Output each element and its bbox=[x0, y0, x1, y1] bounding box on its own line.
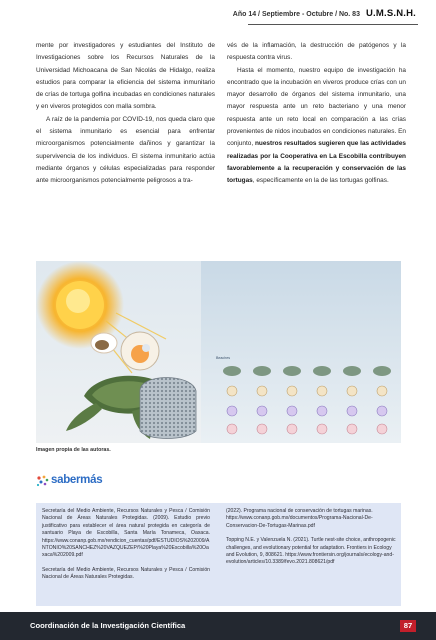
diagram-label: Beaches bbox=[216, 356, 230, 360]
nest-mesh-icon bbox=[140, 378, 196, 439]
paragraph: A raíz de la pandemia por COVID-19, nos queda claro que el sistema inmunitario es esencial para enfrentar microorganismos potencialmente dañinos y garantizar la supervivencia de los individuos. El sistema inmunitario actúa mediante órganos y células especializadas para responder ante microorganismos potencialmente peligrosos a tra- bbox=[36, 115, 215, 185]
page-number-badge: 87 bbox=[400, 620, 416, 632]
paragraph bbox=[227, 65, 406, 188]
figure-caption: Imagen propia de las autoras. bbox=[36, 447, 111, 453]
article-column-right bbox=[227, 40, 406, 188]
reference-entry: Topping N.E. y Valenzuela N. (2021). Turtle nest-site choice, anthropogenic challenges, and evolutionary potential for adaptation. Frontiers in Ecology and Evolution, 9, 808621. https://www.frontiersin.org/journals/ecology-and-evolution/articles/10.3389/fevo.2021.808621/pdf bbox=[226, 537, 396, 566]
reference-entry: (2022). Programa nacional de conservación de tortugas marinas. https://www.conanp.gob.mx/documentos/Programa-Nacional-De-Conservacion-De-Tortugas-Marinas.pdf bbox=[226, 508, 373, 529]
reference-entry: Secretaría del Medio Ambiente, Recursos Naturales y Pesca / Comisión Nacional de Áreas Naturales Protegidas. bbox=[42, 566, 210, 581]
paragraph-text: Hasta el momento, nuestro equipo de investigación ha encontrado que la incubación en viveros produce crías con un mayor desarrollo de órganos del sistema inmunitario, una mayor respuesta ante un reto bacteriano y una menor respuesta ante un reto local en comparación a las crías provenientes de nidos incubados en condiciones naturales. En conjunto, bbox=[227, 66, 406, 148]
paragraph: vés de la inflamación, la destrucción de patógenos y la respuesta contra virus. bbox=[227, 42, 406, 62]
references-box bbox=[36, 503, 401, 606]
reference-entry: Secretaría del Medio Ambiente, Recursos Naturales y Pesca / Comisión Nacional de Áreas Naturales Protegidas. (2009). Estudio previo justificativo para establecer el área natural protegida en categoría de santuario Playa de Escobilla, Santa María Tonameca, Oaxaca. https://www.conanp.gob.mx/rendicion_cuentas/pdf/ESTUDIOS%202009/ANTONIO%20SANCHEZ%20VAZQUEZEP/%20Playa%20Escobilla%20Oaxaca%202009.pdf bbox=[42, 508, 210, 559]
hatchling-icon bbox=[91, 333, 117, 353]
logo-dots-icon bbox=[36, 474, 49, 486]
header-rule bbox=[248, 24, 418, 25]
page-footer bbox=[0, 612, 436, 640]
issue-label: Año 14 / Septiembre - Octubre / No. 83 bbox=[232, 11, 360, 18]
paragraph-text: , específicamente en la de las tortugas golfinas. bbox=[252, 177, 389, 185]
egg-bubble-icon bbox=[121, 332, 159, 370]
article-column-left bbox=[36, 40, 215, 188]
logo-text: sabermás bbox=[51, 474, 103, 486]
university-label: U.M.S.N.H. bbox=[365, 8, 416, 19]
paragraph: mente por investigadores y estudiantes del Instituto de Investigaciones sobre los Recursos Naturales de la Universidad Michoacana de San Nicolás de Hidalgo, realiza estudios para comparar la eficiencia del sistema inmunitario de crías de tortuga golfina incubadas en condiciones naturales y en viveros protegidos con malla sombra. bbox=[36, 42, 215, 111]
saber-mas-logo bbox=[36, 474, 102, 486]
illustration-figure bbox=[36, 261, 401, 443]
footer-label: Coordinación de la Investigación Científica bbox=[30, 621, 186, 630]
references-column-right bbox=[226, 508, 396, 574]
key-finding-text: nuestros resultados sugieren que las actividades realizadas por la Cooperativa en La Escobilla contribuyen favorablemente a la recuperación y conservación de las tortugas bbox=[227, 140, 406, 185]
references-column-left bbox=[42, 508, 210, 589]
turtle-immunity-illustration bbox=[36, 261, 401, 443]
running-header bbox=[233, 8, 416, 22]
